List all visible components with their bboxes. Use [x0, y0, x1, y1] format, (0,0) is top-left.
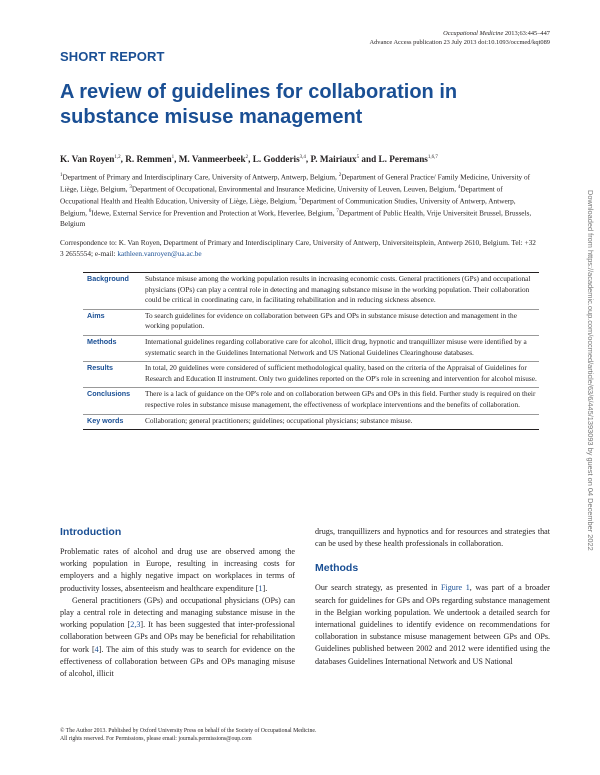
- intro-paragraph-2: [60, 595, 295, 680]
- affiliation-text: Department of Occupational Health and Health Education, University of Liège, Liège, Belgium,: [60, 184, 503, 206]
- affiliation-marker: 2: [338, 173, 342, 178]
- correspondence-text: Correspondence to: K. Van Royen, Department of Primary and Interdisciplinary Care, University of Antwerp, Universiteitsplein, Antwerp 2610, Belgium. Tel: +32 3 2655554; e-mail:: [60, 238, 536, 258]
- abstract-text: In total, 20 guidelines were considered of sufficient methodological quality, based on the criteria of the Appraisal of Guidelines for Research and Education II instrument. Only two guidelines reported on the OP's role in screening and intervention for alcohol misuse.: [145, 363, 537, 383]
- author-affiliation-marker: 3,4: [299, 154, 306, 160]
- abstract-row-background: [83, 273, 539, 310]
- intro-p1-end: ].: [262, 583, 268, 593]
- abstract-text: International guidelines regarding collaborative care for alcohol, illicit drug, hypnotic and tranquillizer misuse were identified by a systematic search in the Guidelines International Network and US National Guidelines Clearinghouse databases.: [145, 336, 527, 357]
- author-affiliation-marker: 1,6,7: [427, 154, 438, 160]
- article-title: A review of guidelines for collaboration in substance misuse management: [60, 81, 458, 128]
- methods-text: Our search strategy, as presented in: [315, 583, 441, 593]
- download-watermark: [586, 190, 596, 590]
- intro-p2-text: ]. The aim of this study was to search for evidence on the effectiveness of collaboration between GPs and OPs managing misuse of alcohol, illicit: [60, 644, 295, 679]
- affiliation-text: Idewe, External Service for Prevention and Protection at Work, Heverlee, Belgium,: [91, 208, 337, 218]
- affiliation-marker: 3: [129, 185, 132, 191]
- author-name: L. Godderis: [252, 154, 300, 164]
- permissions-line: All rights reserved. For Permissions, please email: journals.permissions@oup.com: [60, 736, 252, 742]
- author-separator: ,: [174, 154, 179, 164]
- affiliation-text: Department of Public Health, Vrije Universiteit Brussel, Brussels, Belgium: [60, 208, 532, 229]
- correspondence: [60, 238, 540, 259]
- structured-abstract: [83, 272, 539, 430]
- abstract-label: Methods: [87, 336, 117, 346]
- watermark-text: Downloaded from https://academic.oup.com/occmed/article/63/6/445/1393093 by guest on 04 December 2022: [586, 190, 595, 551]
- author-separator: ,: [305, 154, 311, 164]
- abstract-row-conclusions: [83, 388, 539, 414]
- abstract-text: Substance misuse among the working population results in increasing economic costs. General practitioners (GPs) and occupational physicians (OPs) can play a central role in detecting and managing substance misuse in the working population. Their collaboration could be critical in coordinating care, in facilitating rehabilitation and in reducing sickness absence.: [145, 274, 531, 305]
- right-column: [315, 526, 550, 668]
- author-separator: and: [359, 154, 379, 164]
- author-name: L. Peremans: [378, 154, 428, 164]
- copyright-footnote: [60, 727, 316, 743]
- affiliation-marker: 6: [88, 209, 92, 215]
- abstract-label: Key words: [87, 415, 124, 425]
- abstract-row-methods: [83, 336, 539, 362]
- author-name: R. Remmen: [125, 154, 172, 164]
- section-label: SHORT REPORT: [60, 49, 165, 64]
- abstract-row-results: [83, 362, 539, 388]
- abstract-label: Aims: [87, 310, 105, 320]
- methods-heading: Methods: [315, 562, 359, 575]
- abstract-row-key-words: [83, 415, 539, 430]
- methods-paragraph: [315, 582, 550, 667]
- abstract-text: Collaboration; general practitioners; guidelines; occupational physicians; substance misuse.: [145, 415, 413, 425]
- abstract-label: Conclusions: [87, 389, 131, 399]
- author-name: P. Mairiaux: [310, 154, 357, 164]
- copyright-line: © The Author 2013. Published by Oxford University Press on behalf of the Society of Occupational Medicine.: [60, 728, 317, 734]
- ref-link[interactable]: 1: [258, 583, 263, 593]
- affiliation-marker: 1: [60, 173, 63, 178]
- introduction-heading: Introduction: [60, 526, 122, 538]
- affiliation-text: Department of Occupational, Environmental and Insurance Medicine, University of Leuven, Leuven, Belgium,: [131, 184, 458, 194]
- journal-meta: [369, 30, 550, 47]
- abstract-label: Results: [87, 363, 113, 373]
- affiliation-marker: 4: [457, 185, 461, 191]
- abstract-label: Background: [87, 274, 129, 283]
- methods-text: , was part of a broader search for guidelines for GPs and OPs regarding substance management in the Belgian working population. We undertook a detailed search for international guidelines to identify evidence on recommendations for collaboration in substance misuse management between GPs and OPs. Guidelines published between 2002 and 2012 were identified using the databases Guidelines International Network and US National: [315, 583, 550, 666]
- journal-name: Occupational Medicine: [443, 30, 504, 37]
- intro-paragraph-1: [60, 546, 295, 595]
- abstract-text: There is a lack of guidance on the OP's role and on collaboration between GPs and OPs in this field. Further study is required on their respective roles in substance misuse management, the effectiveness of workplace interventions and the benefits of collaboration.: [145, 389, 536, 409]
- ref-link[interactable]: 4: [94, 644, 99, 654]
- affiliation-marker: 7: [336, 209, 339, 215]
- author-name: M. Vanmeerbeek: [178, 154, 246, 164]
- figure-link[interactable]: Figure 1: [441, 583, 470, 593]
- author-separator: ,: [248, 154, 253, 164]
- author-affiliation-marker: 1,2: [114, 154, 121, 160]
- correspondence-email-link[interactable]: kathleen.vanroyen@ua.ac.be: [117, 248, 202, 258]
- intro-p2-text: General practitioners (GPs) and occupational physicians (OPs) can play a central role in detecting and managing substance misuse in the working population [: [60, 595, 295, 630]
- author-affiliation-marker: 5: [356, 154, 360, 160]
- affiliation-marker: 5: [298, 197, 302, 203]
- author-list: [60, 154, 438, 164]
- journal-citation: 2013;63:445–447: [504, 30, 550, 37]
- affiliation-text: Department of General Practice/ Family Medicine, University of Liège, Liège, Belgium,: [60, 172, 531, 194]
- intro-continuation: drugs, tranquillizers and hypnotics and for resources and strategies that can be used by these health professionals in collaboration.: [315, 527, 550, 549]
- ref-link[interactable]: 2,3: [130, 620, 141, 630]
- author-name: K. Van Royen: [60, 154, 115, 164]
- abstract-row-aims: [83, 310, 539, 336]
- intro-p1-text: Problematic rates of alcohol and drug use are observed among the working population in Europe, resulting in increasing costs for employers and a highly negative impact on workplaces in terms of productivity losses, absenteeism and healthcare expenditure [: [60, 547, 295, 593]
- author-affiliation-marker: 2: [245, 154, 249, 160]
- advance-access: Advance Access publication 23 July 2013 doi:10.1093/occmed/kqt089: [369, 38, 550, 46]
- intro-p2-text: ]. It has been suggested that inter-professional collaboration between GPs and OPs may be beneficial for rehabilitation for work [: [60, 620, 295, 654]
- affiliation-text: Department of Primary and Interdisciplinary Care, University of Antwerp, Antwerp, Belgium,: [62, 172, 339, 182]
- abstract-text: To search guidelines for evidence on collaboration between GPs and OPs in substance misuse detection and management in the working population.: [145, 310, 517, 331]
- affiliations: [60, 171, 540, 230]
- affiliation-text: Department of Communication Studies, University of Antwerp, Antwerp, Belgium,: [60, 196, 516, 218]
- author-affiliation-marker: 1: [171, 154, 175, 160]
- author-separator: ,: [120, 154, 126, 164]
- left-column: [60, 526, 295, 680]
